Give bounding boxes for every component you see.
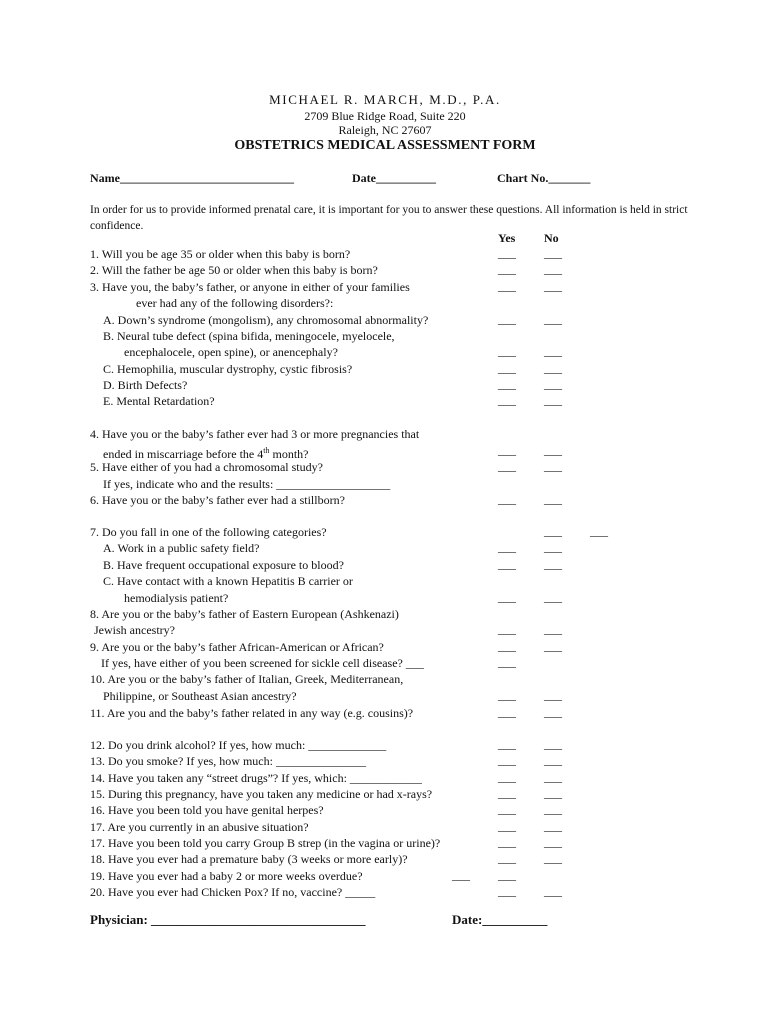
no-blank-q19[interactable]: ___ [544, 851, 562, 865]
yes-blank-q10b[interactable]: ___ [498, 688, 516, 702]
yes-blank-q7[interactable]: ___ [544, 524, 562, 538]
question-q7C2: hemodialysis patient? [124, 591, 229, 605]
address-line-1: 2709 Blue Ridge Road, Suite 220 [304, 109, 466, 123]
no-blank-q3[interactable]: ___ [544, 279, 562, 293]
yes-blank-q17[interactable]: ___ [498, 819, 516, 833]
answer-blank-q9b[interactable]: ___ [498, 655, 516, 669]
yes-column-header: Yes [498, 231, 516, 245]
yes-blank-q5[interactable]: ___ [498, 459, 516, 473]
question-q16: 16. Have you been told you have genital herpes? [90, 803, 324, 817]
intro-paragraph: In order for us to provide informed prenatal care, it is important for you to answer these questions. All information is held in strict confidence. [90, 204, 688, 232]
no-blank-q10b[interactable]: ___ [544, 688, 562, 702]
question-q17: 17. Are you currently in an abusive situation? [90, 820, 309, 834]
question-q15: 15. During this pregnancy, have you taken any medicine or had x-rays? [90, 787, 433, 801]
question-q9b: If yes, have either of you been screened for sickle cell disease? ___ [101, 656, 424, 670]
yes-blank-q3A[interactable]: ___ [498, 312, 516, 326]
yes-blank-q8b[interactable]: ___ [498, 622, 516, 636]
question-q18: 17. Have you been told you carry Group B strep (in the vagina or urine)? [90, 836, 441, 850]
no-blank-q5[interactable]: ___ [544, 459, 562, 473]
physician-signature-field[interactable]: Physician: _________________________________ [90, 912, 366, 927]
question-q11: 11. Are you and the baby’s father related in any way (e.g. cousins)? [90, 706, 414, 720]
no-blank-q12[interactable]: ___ [544, 737, 562, 751]
yes-blank-q7B[interactable]: ___ [498, 557, 516, 571]
no-blank-q11[interactable]: ___ [544, 705, 562, 719]
no-blank-q3D[interactable]: ___ [544, 377, 562, 391]
name-field[interactable]: Name_____________________________ [90, 171, 294, 185]
yes-blank-q3E[interactable]: ___ [498, 393, 516, 407]
yes-blank-q3D[interactable]: ___ [498, 377, 516, 391]
no-blank-q7C2[interactable]: ___ [544, 590, 562, 604]
question-q6: 6. Have you or the baby’s father ever had a stillborn? [90, 493, 345, 507]
no-column-header: No [544, 231, 559, 245]
yes-blank-q3C[interactable]: ___ [498, 361, 516, 375]
no-blank-q7A[interactable]: ___ [544, 540, 562, 554]
no-blank-q15[interactable]: ___ [544, 786, 562, 800]
yes-blank-q11[interactable]: ___ [498, 705, 516, 719]
question-q7C1: C. Have contact with a known Hepatitis B carrier or [103, 574, 353, 588]
no-blank-q17[interactable]: ___ [544, 819, 562, 833]
no-blank-q21[interactable]: ___ [544, 884, 562, 898]
yes-blank-q15[interactable]: ___ [498, 786, 516, 800]
question-q8b: Jewish ancestry? [94, 623, 175, 637]
physician-date-field[interactable]: Date:__________ [452, 912, 548, 927]
yes-blank-q18[interactable]: ___ [498, 835, 516, 849]
question-q21: 20. Have you ever had Chicken Pox? If no, vaccine? _____ [90, 885, 376, 899]
yes-blank-q3B2[interactable]: ___ [498, 344, 516, 358]
question-q12: 12. Do you drink alcohol? If yes, how much: _____________ [90, 738, 387, 752]
no-blank-q3A[interactable]: ___ [544, 312, 562, 326]
question-q7A: A. Work in a public safety field? [103, 541, 260, 555]
no-blank-q6[interactable]: ___ [544, 492, 562, 506]
no-blank-q9[interactable]: ___ [544, 639, 562, 653]
question-q3C: C. Hemophilia, muscular dystrophy, cystic fibrosis? [103, 362, 353, 376]
no-blank-q7B[interactable]: ___ [544, 557, 562, 571]
yes-blank-q13[interactable]: ___ [498, 753, 516, 767]
no-blank-q20[interactable]: ___ [498, 868, 516, 882]
yes-blank-q20[interactable]: ___ [452, 868, 470, 882]
question-q5b: If yes, indicate who and the results: ___________________ [103, 477, 391, 491]
question-q8: 8. Are you or the baby’s father of Eastern European (Ashkenazi) [90, 607, 399, 621]
practice-name: MICHAEL R. MARCH, M.D., P.A. [269, 92, 501, 107]
no-blank-q1[interactable]: ___ [544, 246, 562, 260]
question-q19: 18. Have you ever had a premature baby (3 weeks or more early)? [90, 852, 408, 866]
question-q1: 1. Will you be age 35 or older when this baby is born? [90, 247, 351, 261]
yes-blank-q16[interactable]: ___ [498, 802, 516, 816]
address-line-2: Raleigh, NC 27607 [338, 123, 432, 137]
no-blank-q2[interactable]: ___ [544, 262, 562, 276]
question-q2: 2. Will the father be age 50 or older when this baby is born? [90, 263, 378, 277]
question-q14: 14. Have you taken any “street drugs”? If yes, which: ____________ [90, 771, 422, 785]
no-blank-q3C[interactable]: ___ [544, 361, 562, 375]
yes-blank-q9[interactable]: ___ [498, 639, 516, 653]
date-field[interactable]: Date__________ [352, 171, 436, 185]
no-blank-q4b[interactable]: ___ [544, 443, 562, 457]
question-q3D: D. Birth Defects? [103, 378, 188, 392]
question-q3B1: B. Neural tube defect (spina bifida, meningocele, myelocele, [103, 329, 395, 343]
question-q20: 19. Have you ever had a baby 2 or more weeks overdue? [90, 869, 363, 883]
yes-blank-q7C2[interactable]: ___ [498, 590, 516, 604]
yes-blank-q4b[interactable]: ___ [498, 443, 516, 457]
yes-blank-q19[interactable]: ___ [498, 851, 516, 865]
question-q7: 7. Do you fall in one of the following categories? [90, 525, 327, 539]
no-blank-q13[interactable]: ___ [544, 753, 562, 767]
question-q9: 9. Are you or the baby’s father African-American or African? [90, 640, 384, 654]
yes-blank-q2[interactable]: ___ [498, 262, 516, 276]
yes-blank-q21[interactable]: ___ [498, 884, 516, 898]
question-q10b: Philippine, or Southeast Asian ancestry? [103, 689, 297, 703]
question-q4: 4. Have you or the baby’s father ever had 3 or more pregnancies that [90, 427, 420, 441]
yes-blank-q3[interactable]: ___ [498, 279, 516, 293]
no-blank-q3B2[interactable]: ___ [544, 344, 562, 358]
no-blank-q16[interactable]: ___ [544, 802, 562, 816]
no-blank-q18[interactable]: ___ [544, 835, 562, 849]
no-blank-q8b[interactable]: ___ [544, 622, 562, 636]
no-blank-q7[interactable]: ___ [590, 524, 608, 538]
question-q4b: ended in miscarriage before the 4th month? [103, 446, 309, 461]
no-blank-q3E[interactable]: ___ [544, 393, 562, 407]
yes-blank-q12[interactable]: ___ [498, 737, 516, 751]
question-q3A: A. Down’s syndrome (mongolism), any chromosomal abnormality? [103, 313, 429, 327]
question-q3b: ever had any of the following disorders?: [136, 296, 334, 310]
question-q13: 13. Do you smoke? If yes, how much: _______________ [90, 754, 366, 768]
yes-blank-q7A[interactable]: ___ [498, 540, 516, 554]
question-q3E: E. Mental Retardation? [103, 394, 215, 408]
chart-number-field[interactable]: Chart No._______ [497, 171, 591, 185]
form-title: OBSTETRICS MEDICAL ASSESSMENT FORM [234, 138, 536, 153]
no-blank-q14[interactable]: ___ [544, 770, 562, 784]
question-q7B: B. Have frequent occupational exposure to blood? [103, 558, 344, 572]
question-q3B2: encephalocele, open spine), or anencephaly? [124, 345, 338, 359]
question-q10: 10. Are you or the baby’s father of Italian, Greek, Mediterranean, [90, 672, 404, 686]
question-q3: 3. Have you, the baby’s father, or anyone in either of your families [90, 280, 410, 294]
question-q5: 5. Have either of you had a chromosomal study? [90, 460, 323, 474]
yes-blank-q14[interactable]: ___ [498, 770, 516, 784]
yes-blank-q6[interactable]: ___ [498, 492, 516, 506]
yes-blank-q1[interactable]: ___ [498, 246, 516, 260]
